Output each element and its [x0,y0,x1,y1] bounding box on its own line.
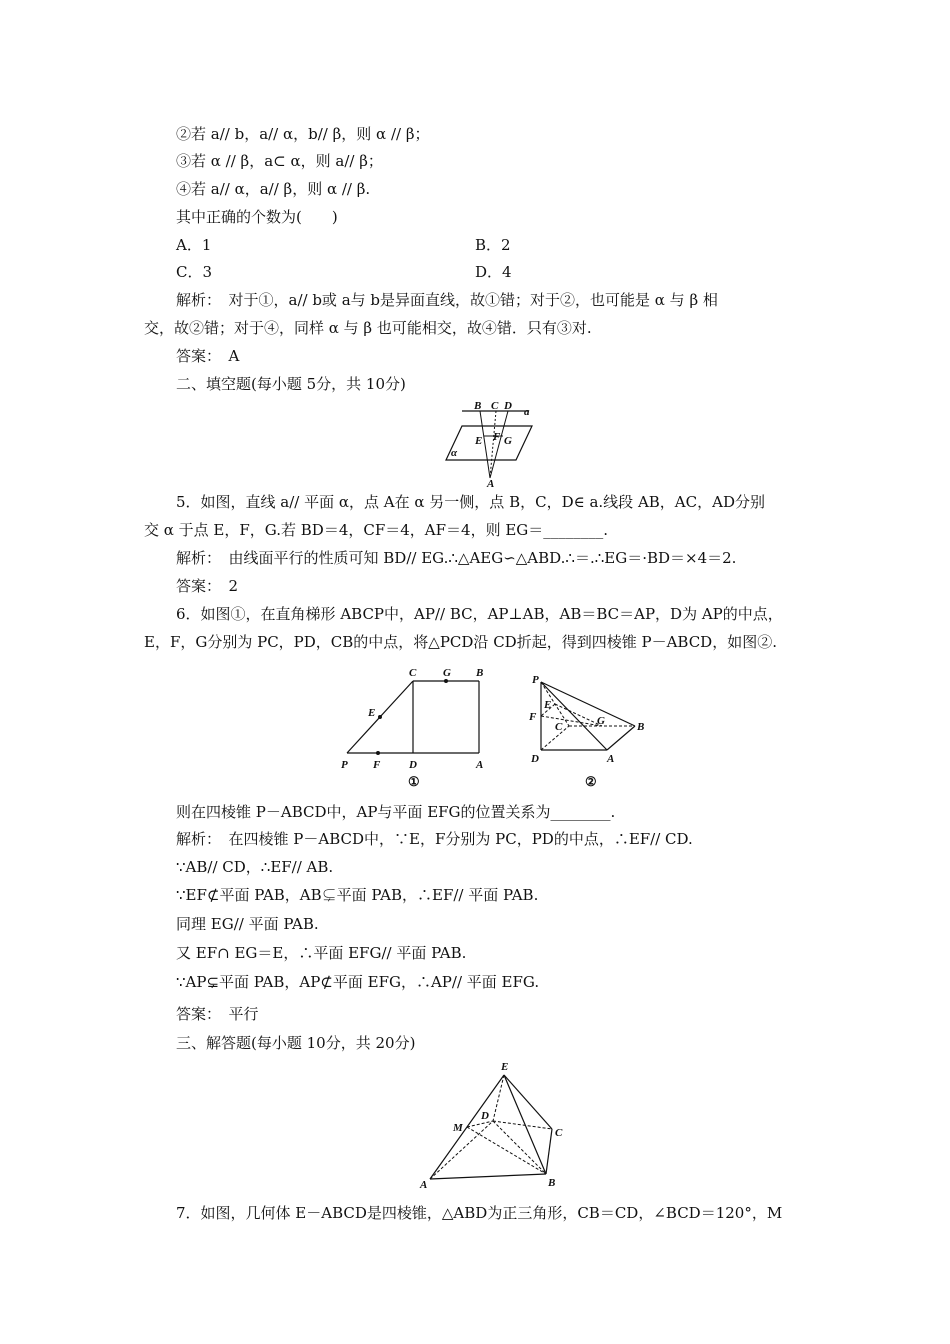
fig3-label-e: E [544,699,552,711]
fig3-label-b: B [637,721,645,733]
figure-folded-pyramid [525,668,655,795]
statement-3: ③若 α // β，a⊂ α，则 a// β； [176,152,383,170]
fig3-label-f: F [529,711,537,723]
section-2-title: 二、填空题(每小题 5分，共 10分) [176,375,406,393]
analysis-4-line2: 交，故②错；对于④，同样 α 与 β 也可能相交，故④错．只有③对. [144,319,592,337]
option-c: C．3 [176,263,213,281]
fig1-label-alpha: α [451,447,458,459]
question-6-line3: 则在四棱锥 P－ABCD中，AP与平面 EFG的位置关系为________. [176,803,616,821]
option-a: A．1 [176,236,212,254]
fig4-label-b: B [548,1177,556,1189]
fig2-label-c: C [409,667,417,679]
analysis-4-line1: 解析： 对于①，a// b或 a与 b是异面直线，故①错；对于②，也可能是 α 与 β 相 [176,291,718,309]
analysis-6-line2: ∵AB// CD，∴EF// AB. [176,858,334,876]
analysis-6-line5: 又 EF∩ EG＝E，∴平面 EFG// 平面 PAB. [176,944,467,962]
fig2-label-d: D [409,759,417,771]
fig3-number: ② [585,774,597,789]
fig3-label-a: A [607,753,615,765]
fig4-label-d: D [481,1110,489,1122]
fig2-label-g: G [443,667,451,679]
question-5-line1: 5．如图，直线 a// 平面 α，点 A在 α 另一侧，点 B，C，D∈ a.线段 AB，AC，AD分别 [176,493,765,511]
figure-line-plane [440,398,540,488]
fig2-label-a: A [476,759,484,771]
question-7: 7．如图，几何体 E－ABCD是四棱锥，△ABD为正三角形，CB＝CD，∠BCD＝120°，M [176,1204,783,1222]
fig3-label-p: P [532,674,539,686]
fig3-label-d: D [531,753,539,765]
answer-5: 答案： 2 [176,577,239,595]
fig3-label-g: G [597,715,605,727]
statement-2: ②若 a// b，a// α，b// β，则 α // β； [176,125,430,143]
fig2-number: ① [408,774,420,789]
option-b: B．2 [475,236,511,254]
option-d: D．4 [475,263,512,281]
fig3-label-c: C [555,721,563,733]
fig4-label-c: C [555,1127,563,1139]
answer-6: 答案： 平行 [176,1005,259,1023]
fig1-label-g: G [504,435,512,447]
question-5-line2: 交 α 于点 E，F，G.若 BD＝4，CF＝4，AF＝4，则 EG＝________. [144,521,609,539]
fig1-label-b: B [474,400,482,412]
fig1-label-a-line: a [524,406,530,418]
fig2-label-b: B [476,667,484,679]
fig2-label-f: F [373,759,381,771]
section-3-title: 三、解答题(每小题 10分，共 20分) [176,1034,416,1052]
fig4-label-e: E [501,1061,509,1073]
fig1-label-c: C [491,400,499,412]
fig4-label-m: M [453,1122,463,1134]
fig4-label-a: A [420,1179,428,1190]
answer-4: 答案： A [176,347,240,365]
figure-pyramid-eabcd [415,1058,580,1190]
analysis-6-line4: 同理 EG// 平面 PAB. [176,915,319,933]
figure-trapezoid [335,660,495,795]
fig2-label-p: P [341,759,348,771]
fig1-label-f: F [493,431,501,443]
fig2-label-e: E [368,707,376,719]
analysis-6-line3: ∵EF⊄平面 PAB，AB⊊平面 PAB，∴EF// 平面 PAB. [176,886,539,904]
question-6-line2: E，F，G分别为 PC，PD，CB的中点，将△PCD沿 CD折起，得到四棱锥 P－ABCD，如图②. [144,633,777,651]
fig1-label-d: D [504,400,512,412]
analysis-5: 解析： 由线面平行的性质可知 BD// EG.∴△AEG∽△ABD.∴＝.∴EG＝·BD＝×4＝2. [176,549,737,567]
statement-4: ④若 a// α，a// β，则 α // β. [176,180,371,198]
question-6-line1: 6．如图①，在直角梯形 ABCP中，AP// BC，AP⊥AB，AB＝BC＝AP，D为 AP的中点， [176,605,783,623]
fig1-label-a-point: A [487,478,495,488]
analysis-6-line6: ∵AP⊊平面 PAB，AP⊄平面 EFG，∴AP// 平面 EFG. [176,973,540,991]
fig1-label-e: E [475,435,483,447]
analysis-6-line1: 解析： 在四棱锥 P－ABCD中，∵E，F分别为 PC，PD的中点，∴EF// CD. [176,830,693,848]
question-stem: 其中正确的个数为( ) [176,208,338,226]
